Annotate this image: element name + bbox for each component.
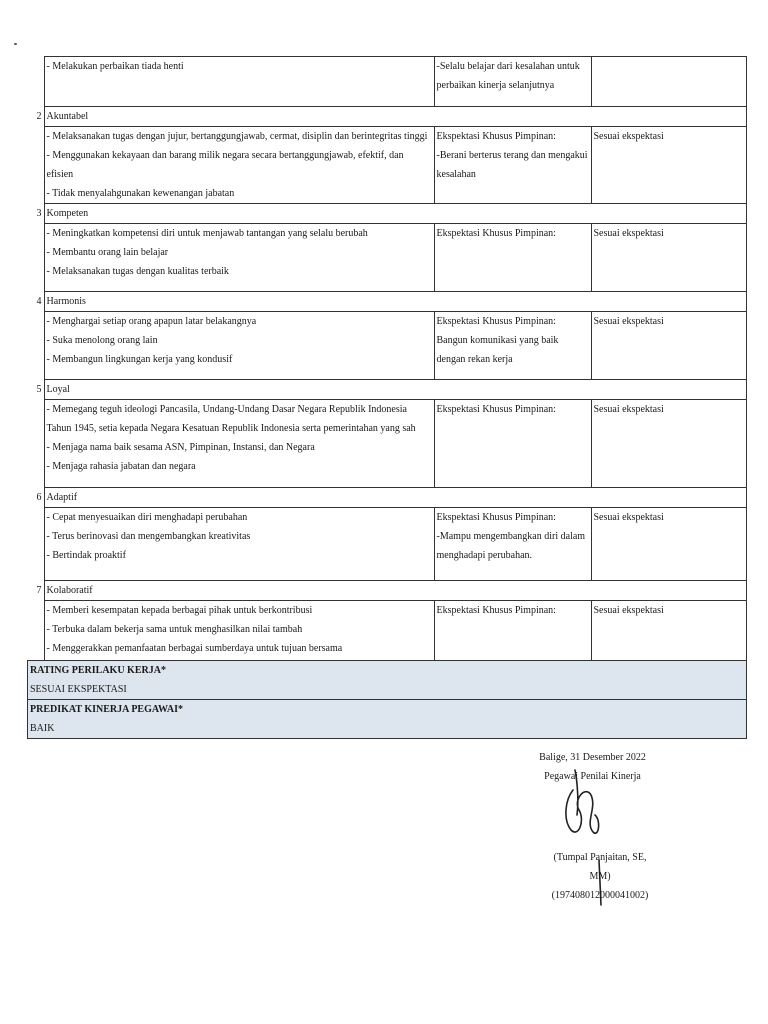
first-row — [28, 57, 747, 107]
behavior-cell — [44, 312, 434, 380]
section-title: Loyal — [44, 380, 746, 400]
rating-label: RATING PERILAKU KERJA* — [30, 665, 166, 676]
section-title: Harmonis — [44, 292, 746, 312]
section-body-row — [28, 127, 747, 204]
behavior-item: - Cepat menyesuaikan diri menghadapi perubahan — [46, 512, 248, 523]
predikat-row — [28, 700, 747, 739]
section-number: 5 — [28, 380, 45, 400]
section-title: Adaptif — [44, 488, 746, 508]
behavior-item: - Menjaga nama baik sesama ASN, Pimpinan, Instansi, dan Negara — [46, 442, 315, 453]
expectation-label: Ekspektasi Khusus Pimpinan: — [436, 605, 556, 616]
section-number: 6 — [28, 488, 45, 508]
behavior-item: - Membangun lingkungan kerja yang kondusif — [46, 354, 233, 365]
place-date: Balige, 31 Desember 2022 — [539, 752, 646, 763]
behavior-assessment-table — [27, 56, 747, 739]
expectation-cell — [434, 312, 591, 380]
row-number — [28, 57, 45, 107]
feedback-text: Sesuai ekspektasi — [593, 131, 664, 142]
behavior-cell — [44, 400, 434, 488]
behavior-item: - Melaksanakan tugas dengan kualitas terbaik — [46, 266, 229, 277]
section-header-row — [28, 581, 747, 601]
behavior-item: - Menjaga rahasia jabatan dan negara — [46, 461, 196, 472]
behavior-item: - Menghargai setiap orang apapun latar belakangnya — [46, 316, 257, 327]
feedback-text: Sesuai ekspektasi — [593, 316, 664, 327]
section-title: Kompeten — [44, 204, 746, 224]
section-number: 7 — [28, 581, 45, 601]
section-number: 4 — [28, 292, 45, 312]
feedback-cell — [591, 57, 746, 107]
section-header-row — [28, 380, 747, 400]
row-number — [28, 224, 45, 292]
behavior-item: - Terus berinovasi dan mengembangkan kreativitas — [46, 531, 251, 542]
feedback-cell — [591, 601, 746, 661]
row-number — [28, 312, 45, 380]
rating-value: SESUAI EKSPEKTASI — [30, 684, 127, 695]
signer-role: Pegawai Penilai Kinerja — [544, 771, 641, 782]
behavior-item: - Bertindak proaktif — [46, 550, 126, 561]
feedback-text: Sesuai ekspektasi — [593, 512, 664, 523]
behavior-cell — [44, 57, 434, 107]
behavior-cell — [44, 508, 434, 581]
expectation-text: Bangun komunikasi yang baik dengan rekan kerja — [436, 335, 559, 365]
section-title: Kolaboratif — [44, 581, 746, 601]
behavior-item: - Menggunakan kekayaan dan barang milik negara secara bertanggungjawab, efektif, dan efisien — [46, 150, 404, 180]
expectation-cell — [434, 508, 591, 581]
expectation-cell — [434, 57, 591, 107]
expectation-cell — [434, 601, 591, 661]
section-body-row — [28, 400, 747, 488]
feedback-text: Sesuai ekspektasi — [593, 404, 664, 415]
row-number — [28, 400, 45, 488]
behavior-item: - Melaksanakan tugas dengan jujur, bertanggungjawab, cermat, disiplin dan berintegritas tinggi — [46, 131, 428, 142]
behavior-item: - Suka menolong orang lain — [46, 335, 158, 346]
section-title: Akuntabel — [44, 107, 746, 127]
expectation-label: Ekspektasi Khusus Pimpinan: — [436, 404, 556, 415]
signer-name: (Tumpal Panjaitan, SE, MM) — [553, 852, 647, 882]
expectation-label: Ekspektasi Khusus Pimpinan: — [436, 228, 556, 239]
feedback-cell — [591, 224, 746, 292]
row-number — [28, 601, 45, 661]
row-number — [28, 127, 45, 204]
behavior-cell — [44, 224, 434, 292]
expectation-text: -Mampu mengembangkan diri dalam menghadapi perubahan. — [436, 531, 586, 561]
expectation-text: -Selalu belajar dari kesalahan untuk perbaikan kinerja selanjutnya — [436, 61, 580, 91]
expectation-cell — [434, 224, 591, 292]
behavior-item: - Membantu orang lain belajar — [46, 247, 169, 258]
row-number — [28, 508, 45, 581]
feedback-text: Sesuai ekspektasi — [593, 228, 664, 239]
section-header-row — [28, 488, 747, 508]
predikat-value: BAIK — [30, 723, 55, 734]
behavior-cell — [44, 601, 434, 661]
behavior-item: - Memegang teguh ideologi Pancasila, Undang-Undang Dasar Negara Republik Indonesia Tahun 1945, setia kepada Negara Kesatuan Republik Indonesia serta pemerintahan yang sah — [46, 404, 416, 434]
section-header-row — [28, 292, 747, 312]
scan-speck — [14, 43, 17, 45]
expectation-label: Ekspektasi Khusus Pimpinan: — [436, 131, 556, 142]
expectation-label: Ekspektasi Khusus Pimpinan: — [436, 512, 556, 523]
signer-block — [548, 848, 652, 905]
expectation-label: Ekspektasi Khusus Pimpinan: — [436, 316, 556, 327]
section-header-row — [28, 204, 747, 224]
section-header-row — [28, 107, 747, 127]
section-body-row — [28, 508, 747, 581]
signer-nip: (197408012000041002) — [551, 890, 649, 901]
section-body-row — [28, 312, 747, 380]
behavior-item: - Menggerakkan pemanfaatan berbagai sumberdaya untuk tujuan bersama — [46, 643, 343, 654]
behavior-cell — [44, 127, 434, 204]
expectation-cell — [434, 400, 591, 488]
section-body-row — [28, 601, 747, 661]
rating-row — [28, 661, 747, 700]
feedback-cell — [591, 400, 746, 488]
section-body-row — [28, 224, 747, 292]
feedback-cell — [591, 312, 746, 380]
section-number: 2 — [28, 107, 45, 127]
feedback-cell — [591, 127, 746, 204]
expectation-text: -Berani berterus terang dan mengakui kesalahan — [436, 150, 588, 180]
behavior-item: - Meningkatkan kompetensi diri untuk menjawab tantangan yang selalu berubah — [46, 228, 368, 239]
section-number: 3 — [28, 204, 45, 224]
expectation-cell — [434, 127, 591, 204]
behavior-item: - Memberi kesempatan kepada berbagai pihak untuk berkontribusi — [46, 605, 313, 616]
behavior-item: - Tidak menyalahgunakan kewenangan jabatan — [46, 188, 235, 199]
behavior-item: - Terbuka dalam bekerja sama untuk menghasilkan nilai tambah — [46, 624, 303, 635]
feedback-text: Sesuai ekspektasi — [593, 605, 664, 616]
behavior-text: - Melakukan perbaikan tiada henti — [46, 61, 184, 72]
predikat-label: PREDIKAT KINERJA PEGAWAI* — [30, 704, 183, 715]
feedback-cell — [591, 508, 746, 581]
